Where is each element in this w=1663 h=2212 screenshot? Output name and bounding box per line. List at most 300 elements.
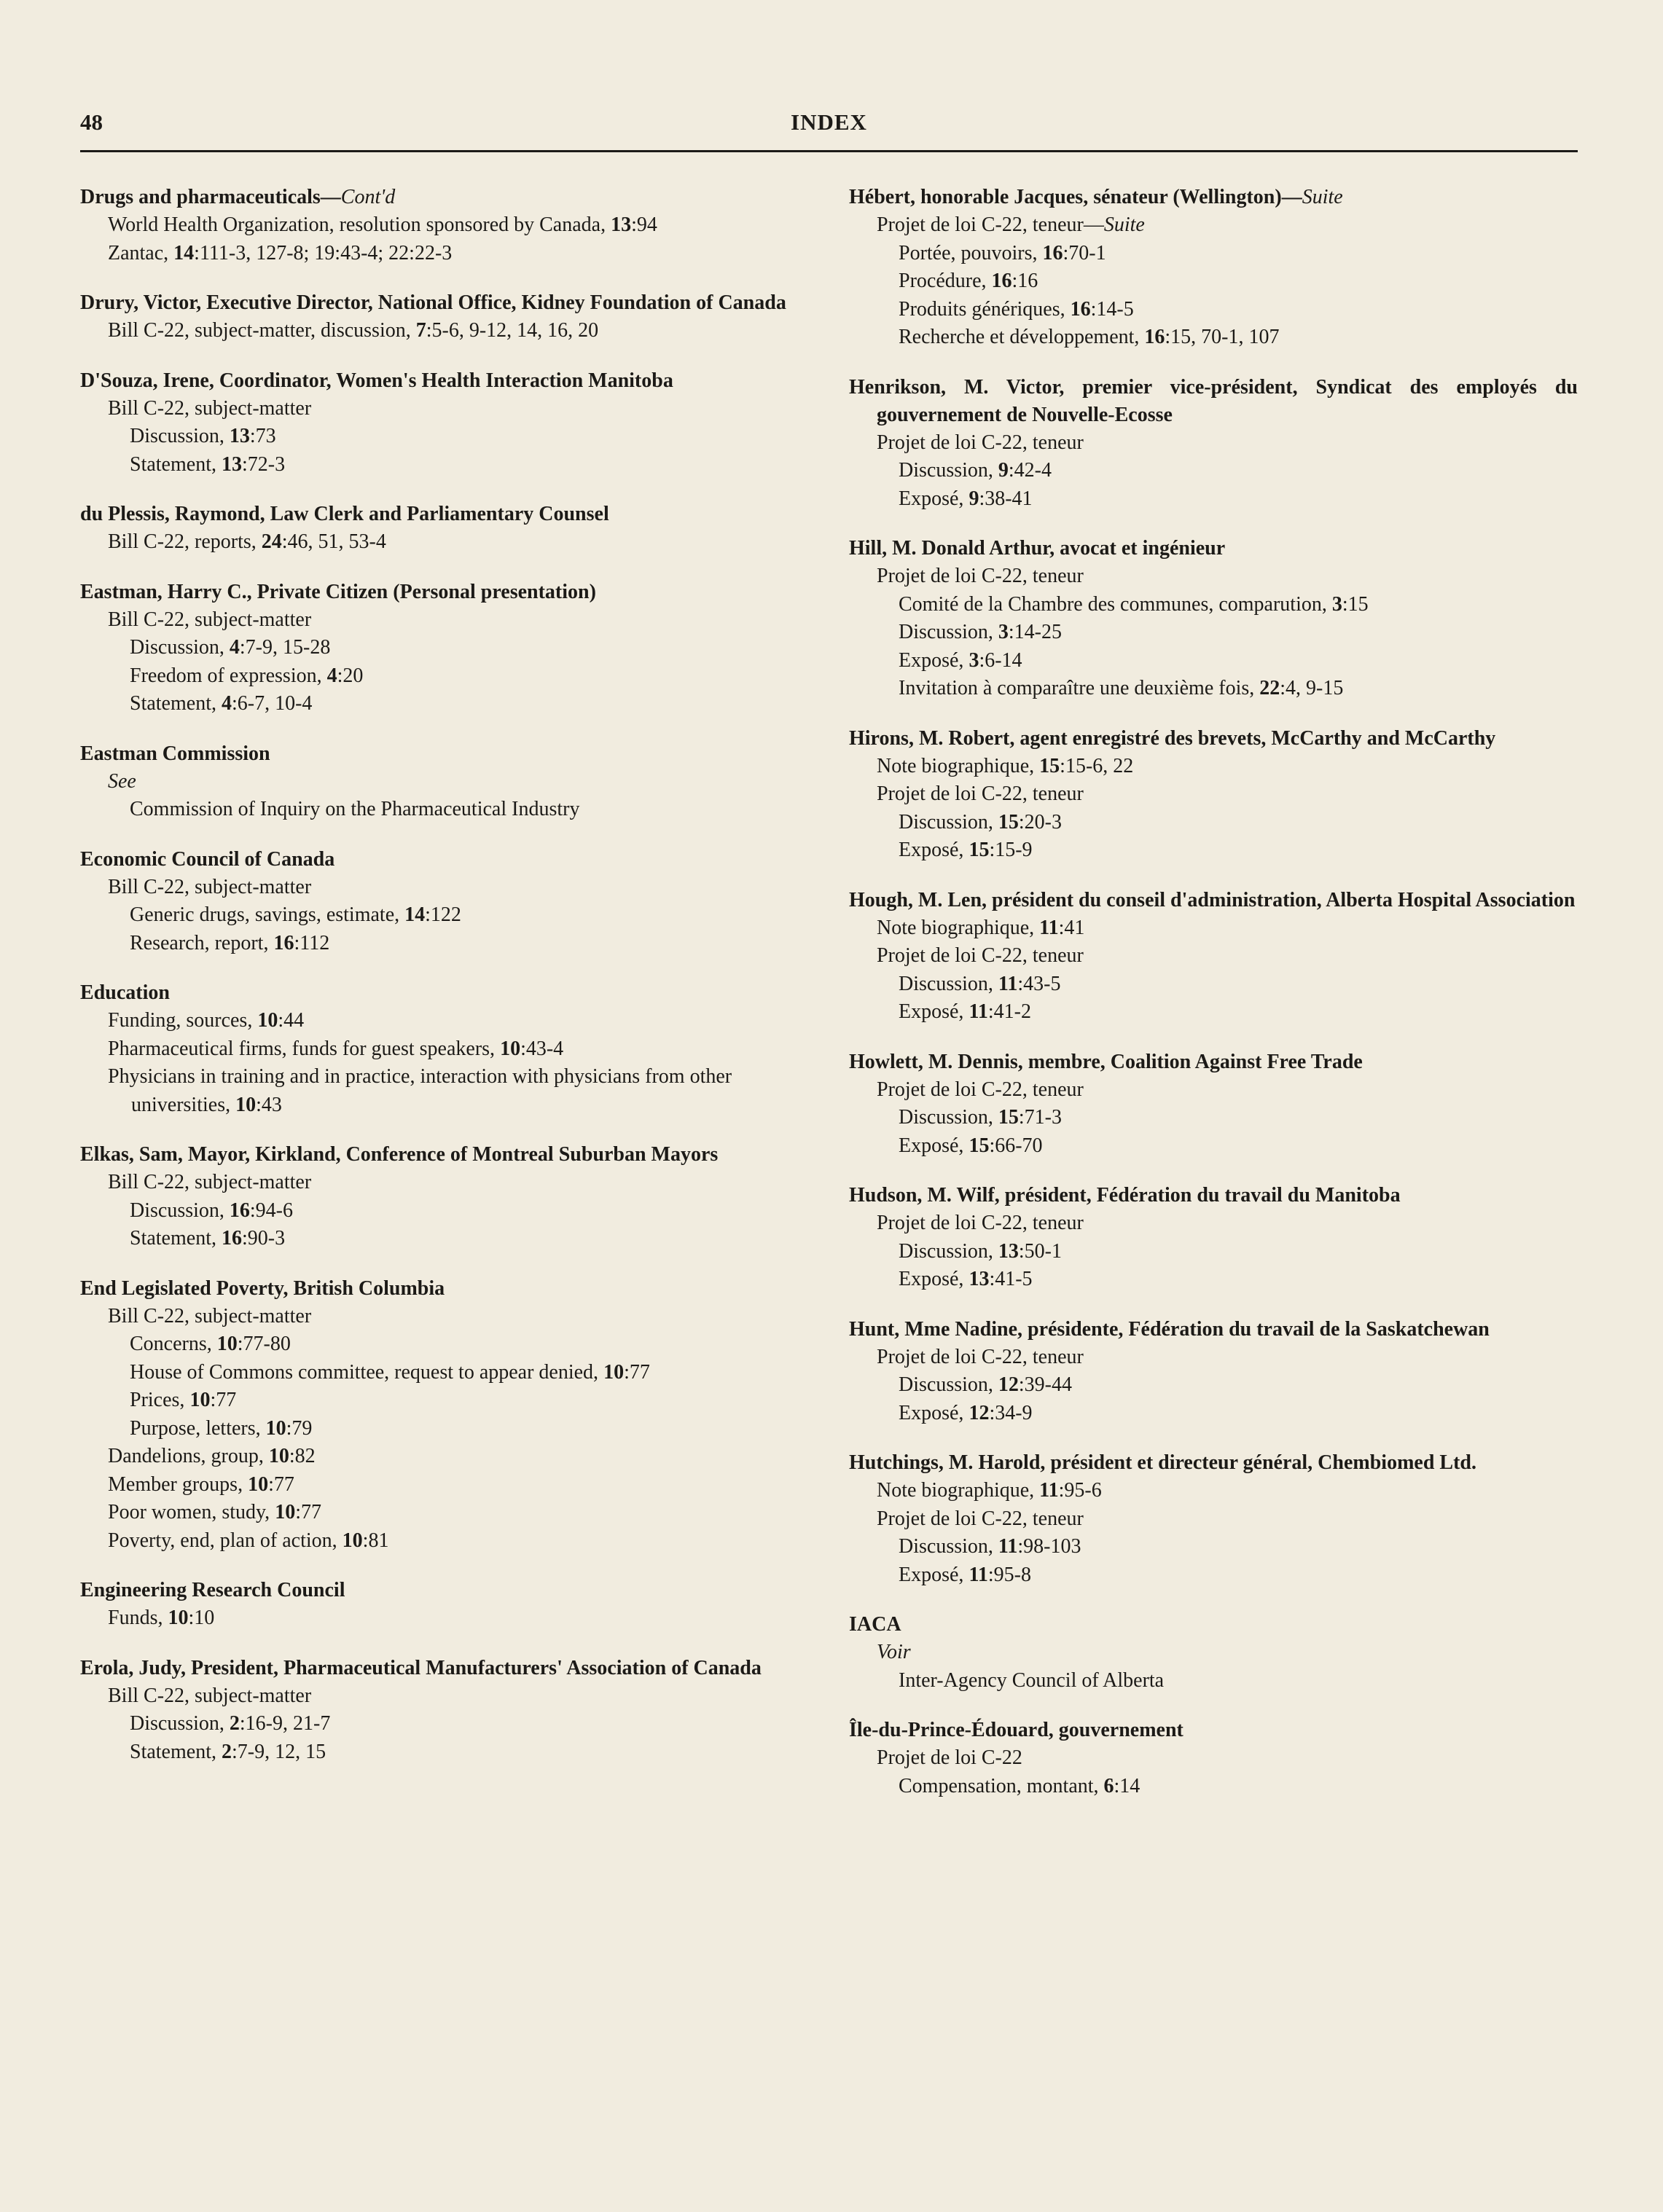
subentry	[849, 836, 1578, 865]
subentry-text: Exposé,	[899, 487, 969, 510]
subentry-text: Note biographique,	[877, 1479, 1040, 1502]
subentry-text: Projet de loi C-22, teneur	[877, 1078, 1084, 1101]
subentry	[80, 1604, 816, 1633]
subentry-text: Poor women, study,	[108, 1501, 275, 1523]
index-entry	[849, 1182, 1578, 1294]
index-entry	[849, 1611, 1578, 1695]
subentry	[849, 457, 1578, 485]
subentry-text: Bill C-22, subject-matter	[108, 1304, 312, 1327]
heading-text: Drury, Victor, Executive Director, National Office, Kidney Foundation of Canada	[80, 291, 786, 314]
subentry	[80, 1387, 816, 1415]
page-reference: :112	[294, 931, 330, 954]
issue-number: 16	[229, 1199, 250, 1222]
issue-number: 11	[998, 1535, 1018, 1558]
issue-number: 13	[229, 425, 250, 447]
page-reference: :98-103	[1017, 1535, 1081, 1558]
subentry-text: Projet de loi C-22, teneur	[877, 565, 1084, 587]
subentry-text: Bill C-22, subject-matter, discussion,	[108, 319, 416, 342]
subentry	[80, 211, 816, 240]
issue-number: 14	[173, 241, 195, 264]
entry-heading	[849, 184, 1578, 211]
entry-heading	[849, 1449, 1578, 1477]
subentry-text: World Health Organization, resolution sponsored by Canada,	[108, 213, 611, 236]
page-reference: :4, 9-15	[1280, 677, 1344, 699]
subentry	[849, 1561, 1578, 1590]
subentry	[80, 1035, 816, 1064]
subentry-text: Comité de la Chambre des communes, comparution,	[899, 592, 1332, 616]
subentry-text: Projet de loi C-22, teneur	[877, 783, 1084, 805]
entry-heading	[80, 367, 816, 395]
page-reference: :6-14	[979, 648, 1022, 672]
entry-heading	[849, 1182, 1578, 1209]
subentry	[849, 1238, 1578, 1266]
subentry	[849, 1266, 1578, 1294]
subentry-text: Exposé,	[899, 1268, 969, 1290]
page-reference: :43-5	[1017, 972, 1061, 995]
subentry	[849, 429, 1578, 458]
subentry-text: Projet de loi C-22, teneur	[877, 1212, 1084, 1234]
issue-number: 10	[268, 1445, 289, 1467]
issue-number: 2	[221, 1740, 232, 1763]
subentry-text: Exposé,	[899, 1401, 969, 1424]
subentry-text: Discussion,	[130, 425, 230, 447]
issue-number: 16	[1144, 326, 1165, 348]
subentry	[80, 240, 816, 268]
issue-number: 15	[1039, 754, 1060, 777]
page-reference: :43-4	[520, 1037, 564, 1060]
page-reference: :46, 51, 53-4	[281, 530, 386, 553]
subentry	[80, 1007, 816, 1035]
entry-heading	[849, 535, 1578, 562]
subentry	[80, 1415, 816, 1443]
subentry-text: Commission of Inquiry on the Pharmaceutical Industry	[130, 798, 580, 820]
subentry-text: Projet de loi C-22, teneur	[877, 431, 1084, 454]
page-reference: :41	[1058, 916, 1085, 939]
entry-heading	[80, 1141, 816, 1169]
index-entry	[80, 1141, 816, 1253]
index-entry	[80, 979, 816, 1119]
index-entry	[80, 184, 816, 267]
subentry	[80, 1225, 816, 1253]
subentry-text: Projet de loi C-22, teneur	[877, 1345, 1084, 1368]
heading-text: IACA	[849, 1613, 901, 1636]
subentry	[80, 634, 816, 662]
heading-text: Engineering Research Council	[80, 1579, 345, 1601]
index-entry	[80, 1655, 816, 1767]
heading-text: Hunt, Mme Nadine, présidente, Fédération du travail de la Saskatchewan	[849, 1317, 1490, 1341]
issue-number: 13	[611, 213, 632, 236]
entry-heading	[849, 725, 1578, 753]
heading-text: Eastman Commission	[80, 742, 270, 765]
index-entry	[849, 1048, 1578, 1161]
subentry	[80, 930, 816, 958]
subentry-text: Compensation, montant,	[899, 1774, 1104, 1797]
heading-text: Education	[80, 981, 170, 1004]
subentry-text: Pharmaceutical firms, funds for guest speakers,	[108, 1037, 501, 1060]
page-reference: :72-3	[241, 452, 286, 476]
issue-number: 10	[189, 1389, 211, 1411]
subentry	[849, 1076, 1578, 1105]
subentry	[849, 1104, 1578, 1132]
entry-heading	[80, 579, 816, 606]
page-reference: :81	[362, 1529, 389, 1552]
issue-number: 3	[998, 621, 1009, 643]
subentry	[80, 317, 816, 345]
page-reference: :77-80	[237, 1333, 291, 1355]
subentry-text: Bill C-22, subject-matter	[108, 1171, 312, 1193]
subentry-text: Physicians in training and in practice, interaction with physicians from other universities,	[108, 1065, 732, 1116]
subentry-text: Funds,	[108, 1607, 168, 1629]
subentry	[849, 591, 1578, 619]
index-entry	[80, 846, 816, 958]
subentry	[849, 1209, 1578, 1238]
subentry-text: Exposé,	[899, 648, 969, 672]
issue-number: 10	[248, 1472, 269, 1496]
entry-heading	[849, 1611, 1578, 1639]
issue-number: 10	[168, 1607, 189, 1629]
subentry-text: Note biographique,	[877, 916, 1040, 939]
issue-number: 15	[969, 839, 990, 861]
issue-number: 2	[229, 1712, 240, 1735]
page-reference: :82	[289, 1445, 316, 1467]
subentry	[80, 901, 816, 930]
subentry-text: Zantac,	[108, 241, 174, 264]
issue-number: 15	[998, 810, 1019, 834]
subentry-text: Bill C-22, subject-matter	[108, 608, 312, 631]
subentry	[849, 809, 1578, 837]
subentry-text: Generic drugs, savings, estimate,	[130, 903, 405, 926]
heading-text: Drugs and pharmaceuticals—	[80, 186, 341, 208]
subentry-text: Discussion,	[899, 1106, 998, 1129]
heading-text: Henrikson, M. Victor, premier vice-président, Syndicat des employés du gouvernement de Nouvelle-Ecosse	[849, 375, 1578, 426]
subentry	[849, 240, 1578, 268]
index-column-right	[849, 184, 1578, 1822]
subentry-text: Dandelions, group,	[108, 1445, 269, 1467]
issue-number: 3	[969, 648, 979, 672]
page-reference: :14-25	[1008, 621, 1063, 643]
subentry-text: Discussion,	[899, 1535, 998, 1558]
subentry-text: Discussion,	[899, 1239, 998, 1263]
page-reference: :41-5	[989, 1268, 1033, 1290]
page-reference: :79	[286, 1416, 313, 1440]
subentry	[80, 768, 816, 796]
page-reference: :5-6, 9-12, 14, 16, 20	[426, 319, 599, 342]
subentry	[80, 1330, 816, 1359]
entry-heading	[849, 887, 1578, 914]
subentry	[849, 1132, 1578, 1161]
index-entry	[849, 184, 1578, 352]
subentry-text: Statement,	[130, 452, 222, 476]
page-reference: :77	[624, 1360, 650, 1384]
subentry-text: Projet de loi C-22, teneur	[877, 1507, 1084, 1530]
issue-number: 15	[998, 1106, 1019, 1129]
page-reference: :43	[256, 1093, 282, 1116]
subentry-text: Purpose, letters,	[130, 1416, 266, 1440]
page-reference: :71-3	[1018, 1106, 1063, 1129]
subentry	[849, 1400, 1578, 1428]
index-entry	[849, 1717, 1578, 1800]
issue-number: 15	[969, 1134, 990, 1157]
subentry-text: Exposé,	[899, 1134, 969, 1157]
page-reference: :10	[188, 1607, 215, 1629]
page-reference: :15-6, 22	[1060, 754, 1134, 777]
subentry-text: Freedom of expression,	[130, 664, 327, 687]
index-entry	[849, 725, 1578, 865]
subentry	[849, 1505, 1578, 1534]
issue-number: 4	[229, 636, 240, 659]
page-reference: :94-6	[249, 1199, 294, 1222]
subentry	[849, 914, 1578, 943]
entry-heading	[80, 501, 816, 528]
subentry-text: See	[108, 769, 136, 793]
entry-heading	[849, 1048, 1578, 1076]
subentry-text: Projet de loi C-22, teneur	[877, 944, 1084, 967]
subentry-text: Bill C-22, subject-matter	[108, 875, 312, 898]
page-reference: :7-9, 15-28	[239, 636, 331, 659]
subentry	[80, 1303, 816, 1331]
subentry	[849, 780, 1578, 809]
subentry	[849, 998, 1578, 1027]
issue-number: 16	[991, 270, 1012, 292]
subentry	[849, 753, 1578, 781]
page-reference: :95-8	[987, 1563, 1032, 1586]
subentry-text: Projet de loi C-22, teneur—	[877, 213, 1104, 236]
entry-heading	[80, 1577, 816, 1604]
issue-number: 10	[216, 1333, 238, 1355]
subentry-text: Exposé,	[899, 1563, 969, 1586]
page-reference: :14-5	[1090, 297, 1134, 321]
subentry-text: Concerns,	[130, 1333, 217, 1355]
index-column-left	[80, 184, 816, 1788]
page-reference: :77	[210, 1389, 237, 1411]
subentry-text: Bill C-22, subject-matter	[108, 1684, 312, 1707]
page-reference: :34-9	[989, 1401, 1033, 1424]
page-reference: :94	[631, 213, 657, 236]
subentry-text: Bill C-22, reports,	[108, 530, 262, 553]
index-entry	[80, 740, 816, 824]
entry-heading	[80, 1655, 816, 1682]
heading-text: Economic Council of Canada	[80, 847, 335, 871]
subentry	[849, 1371, 1578, 1400]
page-reference: :95-6	[1058, 1479, 1102, 1502]
entry-heading	[80, 846, 816, 874]
subentry-text: Discussion,	[899, 810, 998, 834]
page-reference: :122	[425, 903, 461, 926]
page-header	[80, 109, 1578, 146]
issue-number: 4	[221, 692, 232, 715]
index-entry	[80, 289, 816, 345]
page-reference: :90-3	[241, 1227, 286, 1250]
issue-number: 10	[342, 1529, 363, 1552]
heading-text: du Plessis, Raymond, Law Clerk and Parliamentary Counsel	[80, 503, 609, 525]
index-entry	[849, 1316, 1578, 1428]
index-entry	[80, 1577, 816, 1633]
page-reference: :15	[1342, 592, 1369, 616]
index-entry	[80, 579, 816, 718]
subentry	[80, 796, 816, 824]
page-reference: :16	[1012, 270, 1038, 292]
subentry	[80, 1527, 816, 1556]
header-rule	[80, 150, 1578, 152]
subentry-text: Discussion,	[899, 1373, 998, 1396]
subentry	[80, 690, 816, 718]
entry-heading	[849, 1717, 1578, 1744]
subentry-text: Inter-Agency Council of Alberta	[899, 1668, 1165, 1692]
subentry	[849, 970, 1578, 999]
issue-number: 11	[969, 1563, 988, 1586]
issue-number: 3	[1331, 592, 1342, 616]
issue-number: 16	[1070, 297, 1091, 321]
subentry	[849, 1744, 1578, 1773]
subentry-text: Funding, sources,	[108, 1009, 258, 1032]
entry-heading	[80, 289, 816, 317]
entry-heading	[80, 740, 816, 768]
subentry	[80, 395, 816, 423]
page-reference: :42-4	[1008, 459, 1052, 482]
issue-number: 7	[415, 319, 426, 342]
heading-continued: Cont'd	[340, 186, 396, 208]
subentry-text: Statement,	[130, 1227, 222, 1250]
subentry	[849, 1639, 1578, 1667]
subentry	[849, 1477, 1578, 1505]
issue-number: 11	[1039, 1479, 1059, 1502]
page-reference: :70-1	[1063, 241, 1106, 264]
subentry-text: Note biographique,	[877, 754, 1040, 777]
subentry	[80, 528, 816, 557]
issue-number: 10	[235, 1093, 257, 1116]
entry-heading	[80, 979, 816, 1007]
heading-text: Hough, M. Len, président du conseil d'administration, Alberta Hospital Association	[849, 888, 1576, 911]
subentry-text: Discussion,	[130, 1199, 230, 1222]
page-reference: :73	[249, 425, 276, 447]
subentry	[80, 1710, 816, 1738]
subentry	[80, 1682, 816, 1711]
index-entry	[849, 535, 1578, 703]
subentry	[80, 606, 816, 635]
page-reference: :20-3	[1018, 810, 1063, 834]
subentry	[80, 874, 816, 902]
entry-heading	[849, 374, 1578, 429]
subentry	[80, 1738, 816, 1767]
issue-number: 16	[273, 931, 294, 954]
subentry	[80, 1499, 816, 1527]
subentry-text: Exposé,	[899, 839, 969, 861]
issue-number: 13	[998, 1239, 1019, 1263]
page-reference: :38-41	[979, 487, 1033, 510]
index-entry	[80, 1275, 816, 1556]
page-reference: :77	[268, 1472, 294, 1496]
issue-number: 22	[1259, 677, 1280, 699]
issue-number: 11	[969, 1000, 988, 1023]
page-reference: :6-7, 10-4	[231, 692, 313, 715]
subentry-text: Recherche et développement,	[899, 326, 1145, 348]
index-entry	[80, 367, 816, 479]
issue-number: 14	[404, 903, 426, 926]
issue-number: 9	[969, 487, 979, 510]
index-entry	[849, 374, 1578, 514]
subentry-text: Invitation à comparaître une deuxième fois,	[899, 677, 1260, 699]
subentry	[849, 267, 1578, 296]
page-reference: :111-3, 127-8; 19:43-4; 22:22-3	[194, 241, 453, 264]
subentry-text: Exposé,	[899, 1000, 969, 1023]
subentry-text: House of Commons committee, request to appear denied,	[130, 1360, 604, 1384]
subentry	[80, 1169, 816, 1197]
subentry-text: Member groups,	[108, 1472, 249, 1496]
subentry	[80, 451, 816, 479]
entry-heading	[849, 1316, 1578, 1344]
heading-text: Eastman, Harry C., Private Citizen (Personal presentation)	[80, 580, 596, 603]
issue-number: 11	[1039, 916, 1059, 939]
page-reference: :77	[295, 1501, 321, 1523]
issue-number: 6	[1103, 1774, 1114, 1797]
issue-number: 16	[1042, 241, 1063, 264]
heading-continued: Suite	[1302, 186, 1343, 208]
subentry	[849, 619, 1578, 647]
page-reference: :16-9, 21-7	[239, 1712, 331, 1735]
page-reference: :39-44	[1018, 1373, 1073, 1396]
page-reference: :20	[337, 664, 364, 687]
page-reference: :15-9	[989, 839, 1033, 861]
subentry	[80, 1443, 816, 1471]
subentry	[849, 675, 1578, 703]
subentry	[849, 942, 1578, 970]
subentry-text: Portée, pouvoirs,	[899, 241, 1043, 264]
heading-text: Hudson, M. Wilf, président, Fédération du travail du Manitoba	[849, 1184, 1401, 1207]
subentry-text: Statement,	[130, 1740, 222, 1763]
issue-number: 13	[969, 1268, 990, 1290]
subentry	[849, 485, 1578, 514]
page-reference: :44	[278, 1009, 305, 1032]
subentry	[849, 562, 1578, 591]
subentry	[80, 423, 816, 451]
heading-text: D'Souza, Irene, Coordinator, Women's Health Interaction Manitoba	[80, 369, 673, 392]
subentry	[849, 211, 1578, 240]
page-reference: :7-9, 12, 15	[231, 1740, 326, 1763]
heading-text: Hutchings, M. Harold, président et directeur général, Chembiomed Ltd.	[849, 1451, 1476, 1474]
subentry	[849, 323, 1578, 352]
subentry-text: Discussion,	[899, 459, 998, 482]
subentry-text: Discussion,	[899, 621, 998, 643]
page-reference: :50-1	[1018, 1239, 1063, 1263]
index-entry	[849, 887, 1578, 1027]
subentry	[80, 1359, 816, 1387]
subentry-text: Discussion,	[899, 972, 998, 995]
issue-number: 24	[261, 530, 282, 553]
subentry	[80, 1471, 816, 1499]
subentry-text: Research, report,	[130, 931, 274, 954]
subentry	[849, 1344, 1578, 1372]
issue-number: 10	[603, 1360, 625, 1384]
issue-number: 11	[998, 972, 1018, 995]
page-number: 48	[80, 109, 103, 135]
issue-number: 10	[257, 1009, 278, 1032]
subentry	[849, 1667, 1578, 1695]
subentry-text: Discussion,	[130, 636, 230, 659]
issue-number: 12	[969, 1401, 990, 1424]
heading-text: Hirons, M. Robert, agent enregistré des brevets, McCarthy and McCarthy	[849, 726, 1496, 750]
index-entry	[80, 501, 816, 557]
page-reference: :41-2	[987, 1000, 1032, 1023]
subentry	[849, 1773, 1578, 1801]
entry-heading	[80, 184, 816, 211]
subentry	[849, 647, 1578, 675]
heading-text: Howlett, M. Dennis, membre, Coalition Against Free Trade	[849, 1050, 1363, 1073]
heading-text: Hébert, honorable Jacques, sénateur (Wellington)—	[849, 186, 1302, 208]
subentry	[80, 1197, 816, 1225]
subentry-text: Voir	[877, 1641, 911, 1663]
issue-number: 10	[500, 1037, 521, 1060]
issue-number: 12	[998, 1373, 1019, 1396]
